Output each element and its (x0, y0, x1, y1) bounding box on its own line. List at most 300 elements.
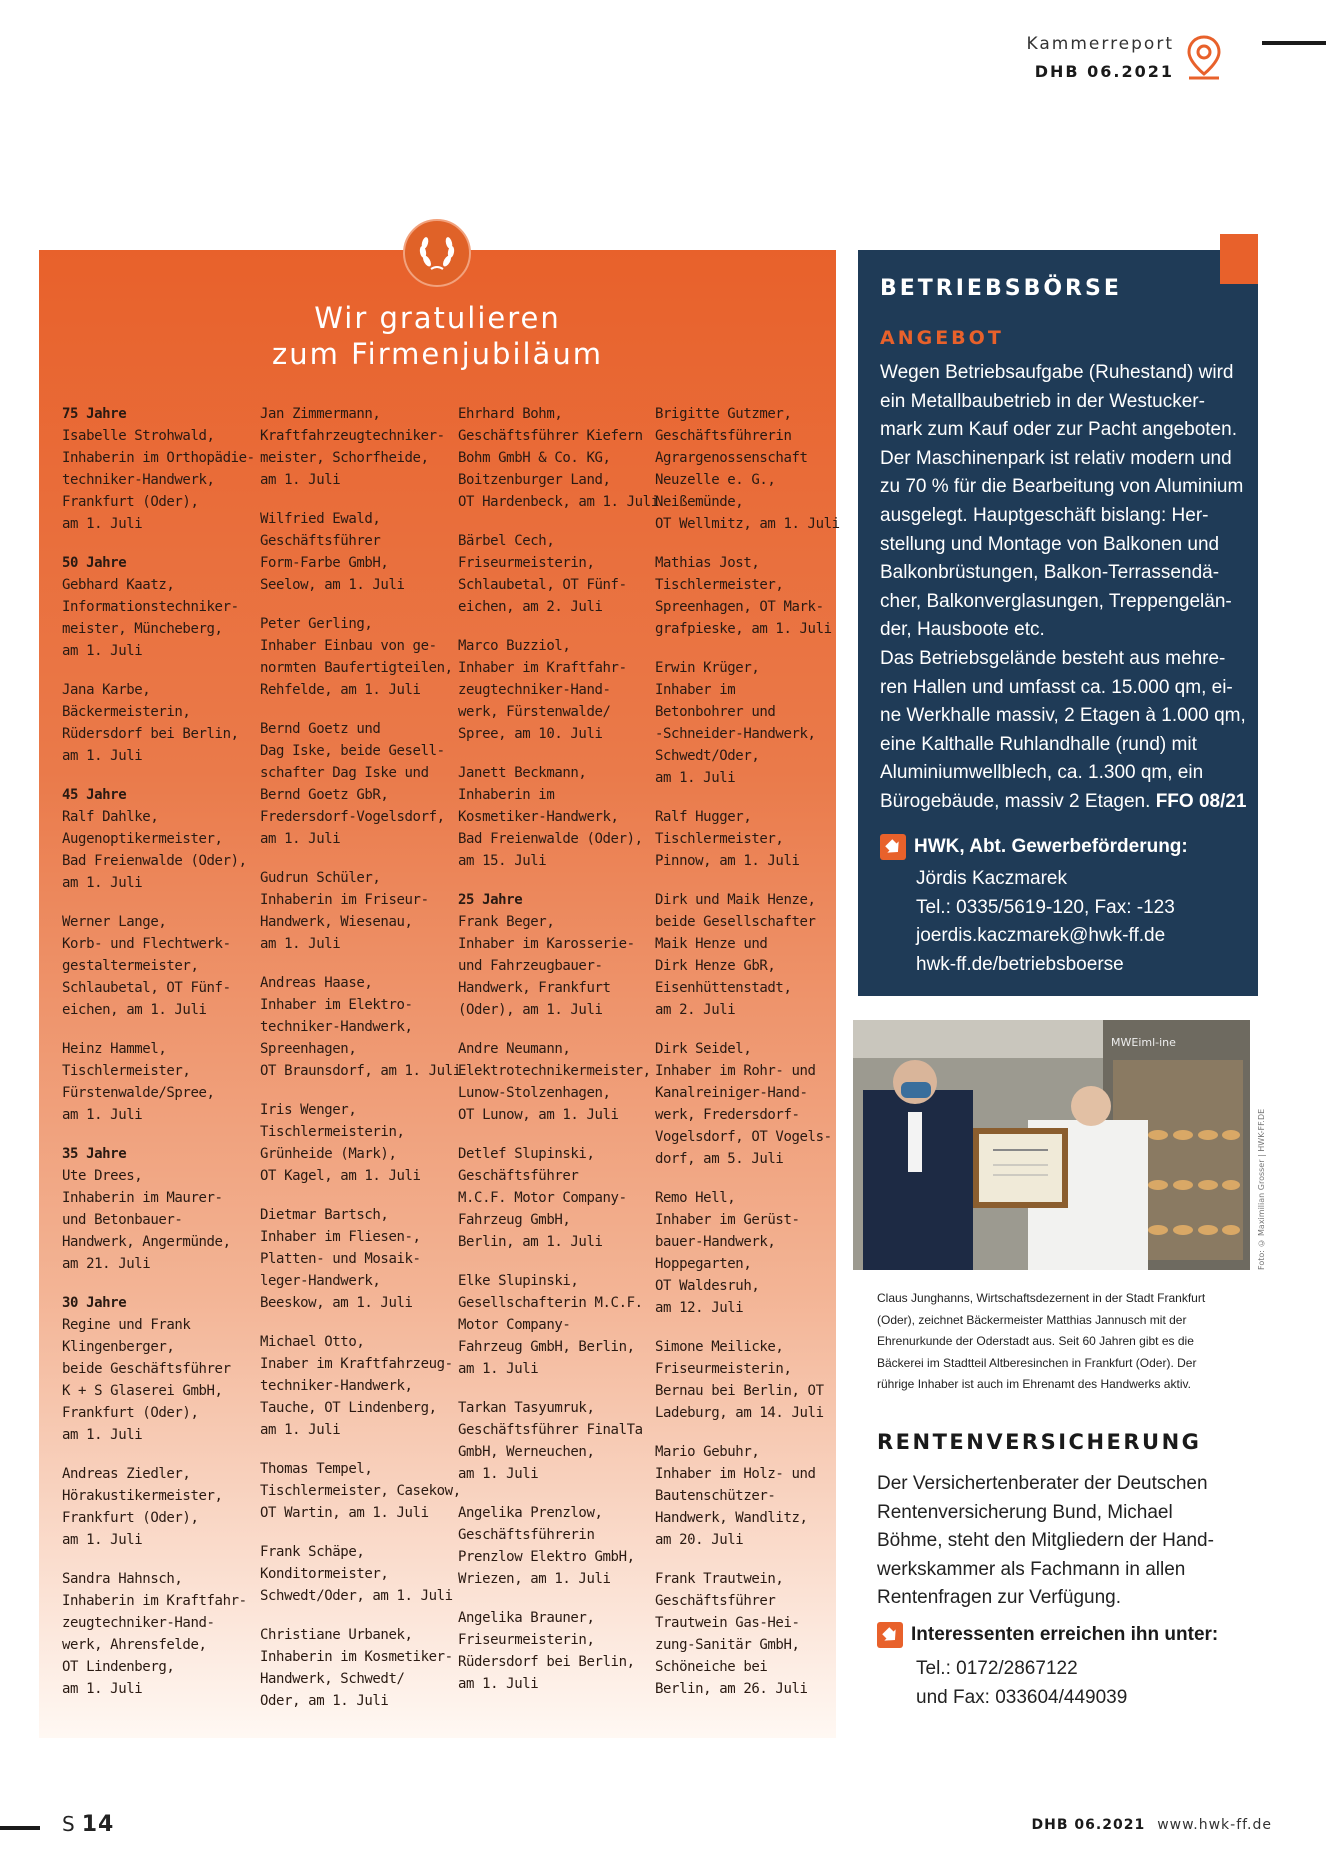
jubilee-entry-line: Geschäftsführer FinalTa (458, 1422, 643, 1438)
offer-code: FFO 08/21 (1155, 790, 1247, 812)
jubilee-entry (62, 1143, 254, 1275)
jubilee-entry-line: Mario Gebuhr, (655, 1444, 760, 1460)
jubilee-entry-line: Elke Slupinski, (458, 1273, 579, 1289)
jubilee-entry (260, 403, 452, 491)
caption-line: Bäckerei im Stadtteil Altberesinchen in Frankfurt (Oder). Der (877, 1355, 1197, 1370)
jubilee-entry-line: Konditormeister, (260, 1566, 389, 1582)
jubilee-entry (458, 1038, 650, 1126)
jubilee-entry-line: OT Lunow, am 1. Juli (458, 1107, 619, 1123)
jubilee-entry-line: Simone Meilicke, (655, 1339, 784, 1355)
jubilee-entry (260, 613, 452, 701)
jubilee-entry-line: Brigitte Gutzmer, (655, 406, 792, 422)
jubilee-entry (260, 1099, 452, 1187)
jubilee-entry-line: Rehfelde, am 1. Juli (260, 682, 421, 698)
jubilee-entry-line: OT Hardenbeck, am 1. Juli (458, 494, 659, 510)
contact-heading-text: HWK, Abt. Gewerbeförderung: (914, 836, 1188, 857)
contact-web-link[interactable]: hwk-ff.de/betriebsboerse (916, 953, 1124, 975)
jubilee-entry-line: Inhaber Einbau von ge- (260, 638, 437, 654)
jubilee-entry-line: Spreenhagen, OT Mark- (655, 599, 824, 615)
jubilee-entry (260, 1331, 452, 1441)
jubilee-entry-line: Tischlermeister, (655, 831, 784, 847)
jubilee-entry-line: Berlin, am 1. Juli (458, 1234, 603, 1250)
jubilee-entry-line: Inaber im Kraftfahrzeug- (260, 1356, 453, 1372)
betriebsboerse-title: BETRIEBSBÖRSE (880, 276, 1122, 301)
jubilee-entry (458, 635, 650, 745)
jubilee-entry-line: am 1. Juli (62, 1427, 143, 1443)
jubilee-entry-line: Tischlermeister, (655, 577, 784, 593)
footer-url: www.hwk-ff.de (1157, 1817, 1272, 1833)
jubilee-entry (260, 1541, 452, 1607)
jubilee-entry-line: am 1. Juli (260, 936, 341, 952)
jubilee-year: 30 Jahre (62, 1295, 127, 1311)
jubilee-entry-line: Trautwein Gas-Hei- (655, 1615, 800, 1631)
jubilee-entry-line: am 1. Juli (260, 831, 341, 847)
jubilee-entry-line: Maik Henze und (655, 936, 768, 952)
jubilee-entry-line: normten Baufertigteilen, (260, 660, 453, 676)
betriebsboerse-body (880, 359, 1255, 817)
jubilee-entry (260, 1204, 452, 1314)
issue-label: DHB 06.2021 (1034, 62, 1174, 81)
jubilee-entry-line: Bernau bei Berlin, OT (655, 1383, 824, 1399)
jubilee-entry-line: Inhaber im Holz- und (655, 1466, 816, 1482)
laurel-icon (405, 221, 469, 285)
jubilee-entry-line: dorf, am 5. Juli (655, 1151, 784, 1167)
jubilee-entry-line: Detlef Slupinski, (458, 1146, 595, 1162)
jubilee-entry (62, 403, 254, 535)
jubilee-entry-line: beide Gesellschafter (655, 914, 816, 930)
jubilee-entry-line: Tischlermeister, (62, 1063, 191, 1079)
jubilee-entry-line: Frank Schäpe, (260, 1544, 365, 1560)
jubilee-entry (260, 718, 452, 850)
award-photo (853, 1020, 1250, 1270)
jubilee-entry-line: Inhaberin im Friseur- (260, 892, 429, 908)
caption-line: (Oder), zeichnet Bäckermeister Matthias Jannusch mit der (877, 1312, 1187, 1327)
jubilee-entry-line: Dietmar Bartsch, (260, 1207, 389, 1223)
jubilee-entry (62, 784, 254, 894)
body-line: ne Werkhalle massiv, 2 Etagen à 1.000 qm, (880, 705, 1246, 727)
body-line: Das Betriebsgelände besteht aus mehre- (880, 647, 1226, 669)
jubilee-entry (655, 552, 847, 640)
jubilee-entry (62, 679, 254, 767)
jubilee-entry (655, 1441, 847, 1551)
jubilee-entry-line: Geschäftsführer (655, 1593, 776, 1609)
jubilee-entry-line: Berlin, am 26. Juli (655, 1681, 808, 1697)
jubilee-entry-line: und Betonbauer- (62, 1212, 183, 1228)
jubilee-entry-line: Korb- und Flechtwerk- (62, 936, 231, 952)
jubilee-entry-line: Klingenberger, (62, 1339, 175, 1355)
body-line: Wegen Betriebsaufgabe (Ruhestand) wird (880, 362, 1234, 383)
jubilee-entry-line: Friseurmeisterin, (458, 555, 595, 571)
jubilee-entry-line: eichen, am 1. Juli (62, 1002, 207, 1018)
jubilee-entry-line: werk, Fürstenwalde/ (458, 704, 611, 720)
rente-fax: und Fax: 033604/449039 (916, 1686, 1128, 1708)
jubilee-entry (655, 806, 847, 872)
jubilee-entry-line: am 1. Juli (458, 1466, 539, 1482)
jubilee-entry-line: Angelika Brauner, (458, 1610, 595, 1626)
jubilee-entry-line: Form-Farbe GmbH, (260, 555, 389, 571)
jubilee-entry-line: Inhaber im Fliesen-, (260, 1229, 421, 1245)
body-line: ausgelegt. Hauptgeschäft bislang: Her- (880, 504, 1209, 526)
header-rule (1262, 41, 1326, 45)
arrow-right-icon (880, 834, 906, 860)
jubilee-entry-line: Oder, am 1. Juli (260, 1693, 389, 1709)
jubilee-entry-line: Vogelsdorf, OT Vogels- (655, 1129, 832, 1145)
jubilee-entry-line: Inhaber im Elektro- (260, 997, 413, 1013)
photo-illustration (853, 1020, 1250, 1270)
jubilee-entry (655, 1336, 847, 1424)
jubilee-entry-line: bauer-Handwerk, (655, 1234, 776, 1250)
body-line: cher, Balkonverglasungen, Treppengelän- (880, 590, 1232, 612)
jubilee-entry-line: Prenzlow Elektro GmbH, (458, 1549, 635, 1565)
jubilee-entry (260, 508, 452, 596)
body-line: der, Hausboote etc. (880, 619, 1045, 641)
jubilee-entry-line: Friseurmeisterin, (655, 1361, 792, 1377)
body-line: ren Hallen und umfasst ca. 15.000 qm, ei- (880, 676, 1233, 698)
jubilee-entry-line: Bad Freienwalde (Oder), (62, 853, 247, 869)
rente-line: werkskammer als Fachmann in allen (877, 1558, 1186, 1580)
jubilee-entry-line: Angelika Prenzlow, (458, 1505, 603, 1521)
jubilee-entry-line: Bärbel Cech, (458, 533, 555, 549)
jubilee-entry (62, 911, 254, 1021)
jubilee-entry (458, 1397, 650, 1485)
jubilee-entry-line: GmbH, Werneuchen, (458, 1444, 595, 1460)
jubilee-entry-line: K + S Glaserei GmbH, (62, 1383, 223, 1399)
jubilee-entry-line: Geschäftsführer Kiefern (458, 428, 643, 444)
jubilee-entry-line: Werner Lange, (62, 914, 167, 930)
jubilee-entry (260, 867, 452, 955)
jubilee-year: 75 Jahre (62, 406, 127, 422)
jubilee-entry-line: OT Braunsdorf, am 1. Juli (260, 1063, 461, 1079)
jubilee-entry-line: techniker-Handwerk, (260, 1378, 413, 1394)
jubilee-entry (458, 762, 650, 872)
jubilee-entry-line: Rüdersdorf bei Berlin, (458, 1654, 635, 1670)
last-line-text: Bürogebäude, massiv 2 Etagen. (880, 790, 1151, 812)
jubilee-entry (655, 403, 847, 535)
jubilee-entry-line: Isabelle Strohwald, (62, 428, 215, 444)
jubilee-entry-line: Handwerk, Wandlitz, (655, 1510, 808, 1526)
jubilee-entry-line: Thomas Tempel, (260, 1461, 373, 1477)
jubilee-entry (62, 1463, 254, 1551)
jubilee-year: 45 Jahre (62, 787, 127, 803)
jubilee-entry-line: Ladeburg, am 14. Juli (655, 1405, 824, 1421)
footer-rule (0, 1826, 40, 1830)
jubilee-entry-line: zeugtechniker-Hand- (62, 1615, 215, 1631)
jubilee-entry-line: Beeskow, am 1. Juli (260, 1295, 413, 1311)
rente-phone: Tel.: 0172/2867122 (916, 1658, 1078, 1679)
laurel-badge (403, 219, 471, 287)
jubilee-entry-line: am 1. Juli (62, 1681, 143, 1697)
jubilee-entry-line: Dirk Seidel, (655, 1041, 752, 1057)
jubilee-entry-line: Andreas Haase, (260, 975, 373, 991)
jubilee-entry-line: Dirk Henze GbR, (655, 958, 776, 974)
jubilee-entry-line: Tischlermeister, Casekow, (260, 1483, 461, 1499)
jubilee-entry-line: am 2. Juli (655, 1002, 736, 1018)
jubilee-entry-line: OT Lindenberg, (62, 1659, 175, 1675)
jubilee-entry-line: Bad Freienwalde (Oder), (458, 831, 643, 847)
page-prefix: S (62, 1812, 76, 1836)
jubilee-entry-line: Bohm GmbH & Co. KG, (458, 450, 611, 466)
jubilee-entry-line: Sandra Hahnsch, (62, 1571, 183, 1587)
jubilee-entry-line: Schöneiche bei (655, 1659, 768, 1675)
jubilee-entry (458, 1143, 650, 1253)
jubilee-entry-line: Geschäftsführerin (458, 1527, 595, 1543)
sign-text: MWEiml-ine (1111, 1036, 1176, 1049)
jubilee-entry (655, 1038, 847, 1170)
jubilee-entry-line: Gudrun Schüler, (260, 870, 381, 886)
jubilee-entry-line: werk, Fredersdorf- (655, 1107, 800, 1123)
jubilee-entry-line: Dag Iske, beide Gesell- (260, 743, 445, 759)
jubilee-entry-line: am 1. Juli (62, 1532, 143, 1548)
jubilee-entry-line: Inhaberin im Kraftfahr- (62, 1593, 247, 1609)
jubilee-entry-line: schafter Dag Iske und (260, 765, 429, 781)
jubilee-entry-line: Ralf Dahlke, (62, 809, 159, 825)
page-number (62, 1812, 114, 1837)
jubilee-entry-line: Tischlermeisterin, (260, 1124, 405, 1140)
jubilee-entry-line: Ralf Hugger, (655, 809, 752, 825)
jubilee-entry-line: Dirk und Maik Henze, (655, 892, 816, 908)
jubilee-entry-line: Gebhard Kaatz, (62, 577, 175, 593)
jubilee-entry (458, 403, 659, 513)
caption-line: Ehrenurkunde der Oderstadt aus. Seit 60 Jahren gibt es die (877, 1334, 1194, 1348)
boerse-contact-heading (880, 834, 1188, 860)
jubilee-column-1 (62, 403, 254, 1717)
jubilee-column-4 (655, 403, 847, 1717)
jubilee-entry-line: Lunow-Stolzenhagen, (458, 1085, 611, 1101)
jubilee-entry-line: am 15. Juli (458, 853, 547, 869)
jubilee-entry (62, 1292, 254, 1446)
jubilee-entry-line: Inhaber im (655, 682, 736, 698)
jubilee-entry (655, 1568, 847, 1700)
jubilee-entry-line: Ehrhard Bohm, (458, 406, 563, 422)
jubilee-entry-line: Michael Otto, (260, 1334, 365, 1350)
accent-tab (1220, 234, 1258, 284)
jubilee-entry-line: gestaltermeister, (62, 958, 199, 974)
rente-line: Rentenversicherung Bund, Michael (877, 1501, 1173, 1523)
jubilee-entry-line: Wriezen, am 1. Juli (458, 1571, 611, 1587)
jubilee-entry-line: Frankfurt (Oder), (62, 494, 199, 510)
jubilee-entry-line: Marco Buzziol, (458, 638, 571, 654)
jubilee-entry-line: Inhaber im Karosserie- (458, 936, 635, 952)
rente-line: Rentenfragen zur Verfügung. (877, 1587, 1122, 1609)
jubilee-entry-line: am 21. Juli (62, 1256, 151, 1272)
jubilee-entry-line: Inhaberin im Orthopädie- (62, 450, 255, 466)
jubilee-entry (458, 1270, 650, 1380)
jubilee-entry-line: Wilfried Ewald, (260, 511, 381, 527)
jubilee-entry-line: Fredersdorf-Vogelsdorf, (260, 809, 445, 825)
rente-contact-heading (877, 1622, 1218, 1648)
jubilee-entry-line: am 12. Juli (655, 1300, 744, 1316)
jubilee-entry-line: techniker-Handwerk, (260, 1019, 413, 1035)
jubilee-entry (458, 530, 650, 618)
jubilee-entry (458, 889, 650, 1021)
jubilee-year: 50 Jahre (62, 555, 127, 571)
body-line: eine Kalthalle Ruhlandhalle (rund) mit (880, 733, 1197, 755)
jubilee-entry-line: Mathias Jost, (655, 555, 760, 571)
angebot-subtitle: ANGEBOT (880, 327, 1004, 349)
jubilee-entry-line: am 1. Juli (260, 472, 341, 488)
jubilee-entry-line: Schwedt/Oder, (655, 748, 760, 764)
jubilee-entry-line: zung-Sanitär GmbH, (655, 1637, 800, 1653)
boerse-contact-lines (916, 865, 1175, 979)
caption-line: Claus Junghanns, Wirtschaftsdezernent in der Stadt Frankfurt (877, 1291, 1206, 1305)
footer-right (1032, 1817, 1272, 1833)
jubilee-entry-line: Frank Trautwein, (655, 1571, 784, 1587)
jubilee-entry-line: Schwedt/Oder, am 1. Juli (260, 1588, 453, 1604)
jubilee-entry-line: Pinnow, am 1. Juli (655, 853, 800, 869)
jubilee-entry-line: Handwerk, Schwedt/ (260, 1671, 405, 1687)
jubilee-entry-line: Jana Karbe, (62, 682, 151, 698)
contact-phone: Tel.: 0335/5619-120, Fax: -123 (916, 896, 1175, 918)
jubilee-entry-line: Hörakustikermeister, (62, 1488, 223, 1504)
jubilee-entry-line: beide Geschäftsführer (62, 1361, 231, 1377)
jubilee-entry-line: Peter Gerling, (260, 616, 373, 632)
body-line-last (880, 788, 1255, 817)
body-line: ein Metallbaubetrieb in der Westucker- (880, 390, 1205, 412)
jubilee-entry-line: Andreas Ziedler, (62, 1466, 191, 1482)
jubilee-entry-line: Kosmetiker-Handwerk, (458, 809, 619, 825)
jubilee-entry (62, 1568, 254, 1700)
jubilee-entry-line: am 1. Juli (655, 770, 736, 786)
jubilee-entry-line: Grünheide (Mark), (260, 1146, 397, 1162)
jubilee-entry-line: Inhaberin im (458, 787, 555, 803)
jubilee-entry-line: Remo Hell, (655, 1190, 736, 1206)
jubilee-entry-line: Handwerk, Angermünde, (62, 1234, 231, 1250)
jubilee-entry-line: OT Waldesruh, (655, 1278, 760, 1294)
jubilee-entry-line: Neißemünde, (655, 494, 744, 510)
rente-line: Der Versichertenberater der Deutschen (877, 1473, 1208, 1494)
jubilee-entry-line: Geschäftsführer (458, 1168, 579, 1184)
jubilee-entry-line: Motor Company- (458, 1317, 571, 1333)
jubilee-year: 25 Jahre (458, 892, 523, 908)
jubilee-entry-line: am 20. Juli (655, 1532, 744, 1548)
jubilee-entry (260, 972, 461, 1082)
jubilee-entry-line: Eisenhüttenstadt, (655, 980, 792, 996)
body-line: Aluminiumwellblech, ca. 1.300 qm, ein (880, 762, 1204, 784)
jubilee-column-3 (458, 403, 659, 1712)
contact-email-link[interactable]: joerdis.kaczmarek@hwk-ff.de (916, 925, 1166, 947)
jubilee-entry-line: Janett Beckmann, (458, 765, 587, 781)
jubilee-entry (655, 657, 847, 789)
jubilee-entry-line: Schlaubetal, OT Fünf- (62, 980, 231, 996)
jubilee-entry-line: Rüdersdorf bei Berlin, (62, 726, 239, 742)
jubilee-entry-line: OT Kagel, am 1. Juli (260, 1168, 421, 1184)
jubilee-entry-line: Geschäftsführerin (655, 428, 792, 444)
footer-issue: DHB 06.2021 (1031, 1817, 1146, 1833)
jubilee-entry-line: Boitzenburger Land, (458, 472, 611, 488)
jubilee-entry-line: grafpieske, am 1. Juli (655, 621, 832, 637)
photo-credit: Foto: © Maximilian Grosser | HWK-FF.DE (1257, 1108, 1266, 1270)
jubilee-entry-line: Tauche, OT Lindenberg, (260, 1400, 437, 1416)
jubilee-entry-line: Inhaberin im Kosmetiker- (260, 1649, 453, 1665)
jubilee-entry-line: Fürstenwalde/Spree, (62, 1085, 215, 1101)
body-line: stellung und Montage von Balkonen und (880, 533, 1220, 555)
jubilee-entry-line: Gesellschafterin M.C.F. (458, 1295, 643, 1311)
jubilee-entry-line: und Fahrzeugbauer- (458, 958, 603, 974)
location-pin-icon (1185, 34, 1223, 82)
jubilee-entry-line: (Oder), am 1. Juli (458, 1002, 603, 1018)
jubilee-entry-line: Seelow, am 1. Juli (260, 577, 405, 593)
jubilee-entry (458, 1607, 650, 1695)
jubilee-entry (62, 1038, 254, 1126)
jubilee-entry-line: meister, Schorfheide, (260, 450, 429, 466)
jubilee-entry-line: Ute Drees, (62, 1168, 143, 1184)
jubilee-entry-line: am 1. Juli (62, 748, 143, 764)
jubilee-entry-line: Christiane Urbanek, (260, 1627, 413, 1643)
jubilee-entry-line: Jan Zimmermann, (260, 406, 381, 422)
jubilee-entry-line: Hoppegarten, (655, 1256, 752, 1272)
jubilee-entry-line: am 1. Juli (62, 516, 143, 532)
jubilee-entry-line: Kraftfahrzeugtechniker- (260, 428, 445, 444)
page-number-value: 14 (81, 1812, 115, 1837)
contact-name: Jördis Kaczmarek (916, 868, 1067, 889)
jubilee-entry (62, 552, 254, 662)
jubilee-entry-line: Spreenhagen, (260, 1041, 357, 1057)
jubilee-entry-line: Neuzelle e. G., (655, 472, 776, 488)
jubilee-entry-line: Bernd Goetz und (260, 721, 381, 737)
rente-body (877, 1470, 1214, 1613)
jubilee-entry-line: Betonbohrer und (655, 704, 776, 720)
jubilee-entry-line: Frankfurt (Oder), (62, 1510, 199, 1526)
jubilee-entry (260, 1624, 452, 1712)
jubilee-entry-line: Agrargenossenschaft (655, 450, 808, 466)
jubilee-entry-line: Elektrotechnikermeister, (458, 1063, 651, 1079)
arrow-right-icon (877, 1622, 903, 1648)
jubilee-title: Wir gratulieren zum Firmenjubiläum (272, 301, 603, 371)
jubilee-entry-line: werk, Ahrensfelde, (62, 1637, 207, 1653)
jubilee-entry-line: Informationstechniker- (62, 599, 239, 615)
jubilee-entry-line: Bautenschützer- (655, 1488, 776, 1504)
jubilee-entry-line: leger-Handwerk, (260, 1273, 381, 1289)
caption-line: rührige Inhaber ist auch im Ehrenamt des Handwerks aktiv. (877, 1377, 1191, 1391)
jubilee-entry (655, 1187, 847, 1319)
jubilee-entry-line: Iris Wenger, (260, 1102, 357, 1118)
jubilee-entry (655, 889, 847, 1021)
rente-contact-lines (916, 1655, 1127, 1712)
jubilee-entry-line: Frankfurt (Oder), (62, 1405, 199, 1421)
section-title: Kammerreport (1026, 34, 1174, 54)
jubilee-entry-line: Friseurmeisterin, (458, 1632, 595, 1648)
jubilee-entry-line: Bernd Goetz GbR, (260, 787, 389, 803)
jubilee-entry-line: Erwin Krüger, (655, 660, 760, 676)
photo-caption (877, 1288, 1247, 1396)
jubilee-entry-line: am 1. Juli (260, 1422, 341, 1438)
rente-title: RENTENVERSICHERUNG (877, 1430, 1202, 1454)
body-line: Der Maschinenpark ist relativ modern und (880, 447, 1232, 469)
jubilee-entry-line: am 1. Juli (458, 1676, 539, 1692)
jubilee-entry-line: Heinz Hammel, (62, 1041, 167, 1057)
jubilee-entry-line: M.C.F. Motor Company- (458, 1190, 627, 1206)
jubilee-entry-line: Fahrzeug GmbH, Berlin, (458, 1339, 635, 1355)
jubilee-entry-line: Bäckermeisterin, (62, 704, 191, 720)
jubilee-entry-line: Inhaber im Kraftfahr- (458, 660, 627, 676)
jubilee-entry-line: Andre Neumann, (458, 1041, 571, 1057)
jubilee-entry-line: Regine und Frank (62, 1317, 191, 1333)
jubilee-column-2 (260, 403, 461, 1729)
jubilee-entry-line: eichen, am 2. Juli (458, 599, 603, 615)
jubilee-entry-line: am 1. Juli (62, 1107, 143, 1123)
jubilee-entry-line: Spree, am 10. Juli (458, 726, 603, 742)
jubilee-entry (458, 1502, 650, 1590)
jubilee-entry-line: Inhaber im Rohr- und (655, 1063, 816, 1079)
jubilee-entry-line: Inhaber im Gerüst- (655, 1212, 800, 1228)
body-line: mark zum Kauf oder zur Pacht angeboten. (880, 419, 1237, 441)
rente-contact-heading-text: Interessenten erreichen ihn unter: (911, 1624, 1219, 1645)
body-line: Balkonbrüstungen, Balkon-Terrassendä- (880, 562, 1220, 584)
jubilee-entry-line: Handwerk, Wiesenau, (260, 914, 413, 930)
jubilee-entry-line: Tarkan Tasyumruk, (458, 1400, 595, 1416)
jubilee-entry-line: Geschäftsführer (260, 533, 381, 549)
jubilee-entry-line: OT Wellmitz, am 1. Juli (655, 516, 840, 532)
